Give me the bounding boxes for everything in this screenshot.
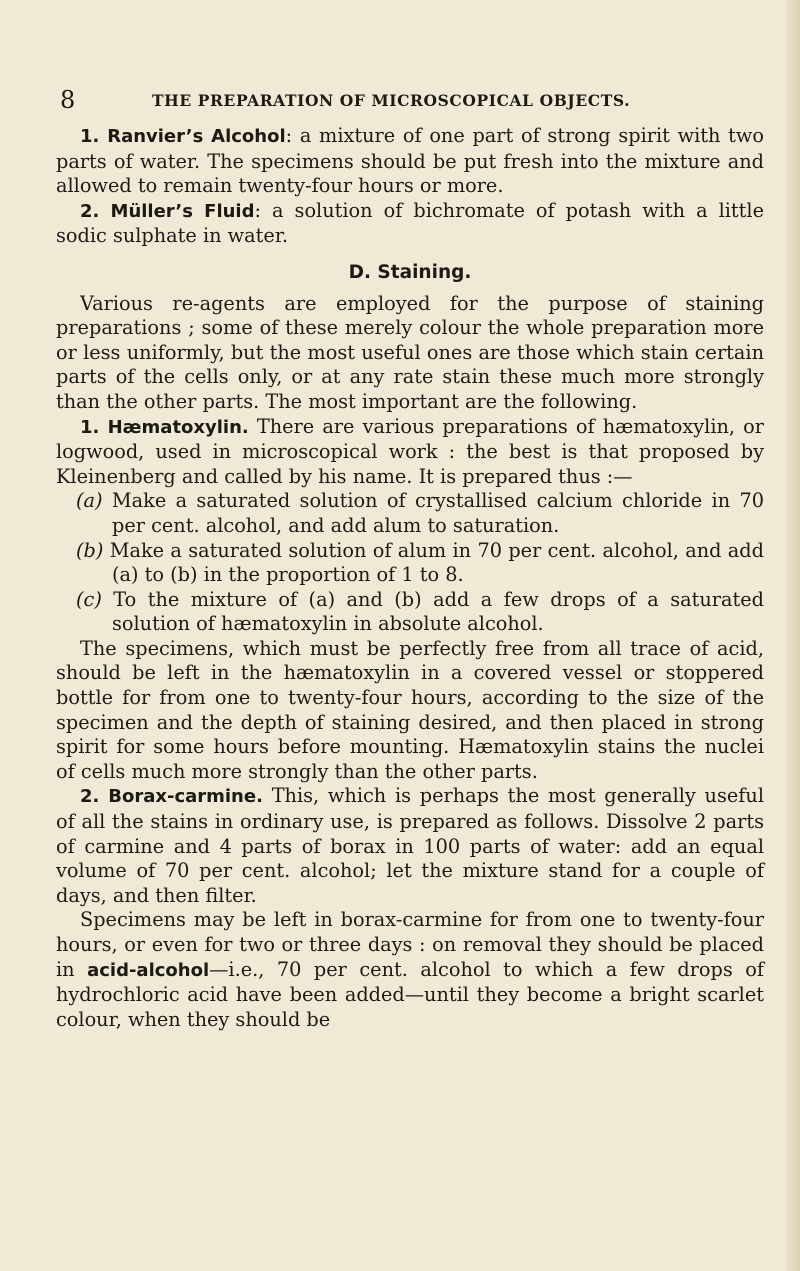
page-body [56,124,764,1032]
borax-heading: 2. Borax-carmine. [80,786,263,808]
muller-text: : a solution of bichromate of potash with a little sodic sulphate in water. [56,198,764,248]
step-c-text: To the mixture of (a) and (b) add a few drops of a saturated solution of hæmatoxylin in absolute alcohol. [101,587,764,636]
step-a-label: (a) [76,489,103,513]
muller-heading: 2. Müller’s Fluid [80,200,255,222]
step-c [56,588,764,637]
page-edge [786,0,800,1271]
step-b-text: Make a saturated solution of alum in 70 per cent. alcohol, and add (a) to (b) in the proportion of 1 to 8. [103,538,764,587]
borax-para2-a: Specimens may be left in borax-carmine for from one to twenty-four hours, or even for two or three days : on removal they should be placed in [56,908,764,981]
borax-paragraph-2 [56,908,764,1032]
staining-intro: Various re-agents are employed for the purpose of staining preparations ; some of these merely colour the whole preparation more or less uniformly, but the most useful ones are those which stain certain parts of the cells only, or at any rate stain these much more strongly than the other parts. The most important are the following. [56,291,764,413]
muller-paragraph [56,199,764,249]
ranvier-text: : a mixture of one part of strong spirit with two parts of water. The specimens should be put fresh into the mixture and allowed to remain twenty-four hours or more. [56,124,765,198]
acid-alcohol-term: acid-alcohol [87,959,210,981]
step-a-text: Make a saturated solution of crystallised calcium chloride in 70 per cent. alcohol, and add alum to saturation. [102,489,764,537]
ranvier-paragraph [56,124,764,199]
step-c-label: (c) [76,587,102,611]
haematoxylin-heading: 1. Hæmatoxylin. [80,416,249,438]
running-head [60,86,760,116]
step-b [56,539,764,588]
haematoxylin-after: The specimens, which must be perfectly free from all trace of acid, should be left in the hæmatoxylin in a covered vessel or stoppered bottle for from one to twenty-four hours, according to the size of the specimen and the depth of staining desired, and then placed in strong spirit for some hours before mounting. Hæmatoxylin stains the nuclei of cells much more strongly than the other parts. [56,636,764,783]
running-title: THE PREPARATION OF MICROSCOPICAL OBJECTS. [152,91,631,110]
section-heading: D. Staining. [348,261,472,283]
page-number: 8 [60,86,76,114]
borax-text: This, which is perhaps the most generally useful of all the stains in ordinary use, is prepared as follows. Dissolve 2 parts of carmine and 4 parts of borax in 100 parts of water: add an equal volume of 70 per cent. alcohol; let the mixture stand for a couple of days, and then filter. [56,784,764,907]
borax-paragraph [56,784,764,908]
ranvier-heading: 1. Ranvier’s Alcohol [80,126,286,147]
borax-para2-b: —i.e., 70 per cent. alcohol to which a few drops of hydrochloric acid have been added—until they become a bright scarlet colour, when they should be [56,957,764,1031]
haematoxylin-text: There are various preparations of hæmatoxylin, or logwood, used in microscopical work : the best is that proposed by Kleinenberg and called by his name. It is prepared thus :— [56,414,764,488]
step-b-label: (b) [76,538,104,562]
step-a [56,489,764,538]
haematoxylin-paragraph [56,415,764,490]
